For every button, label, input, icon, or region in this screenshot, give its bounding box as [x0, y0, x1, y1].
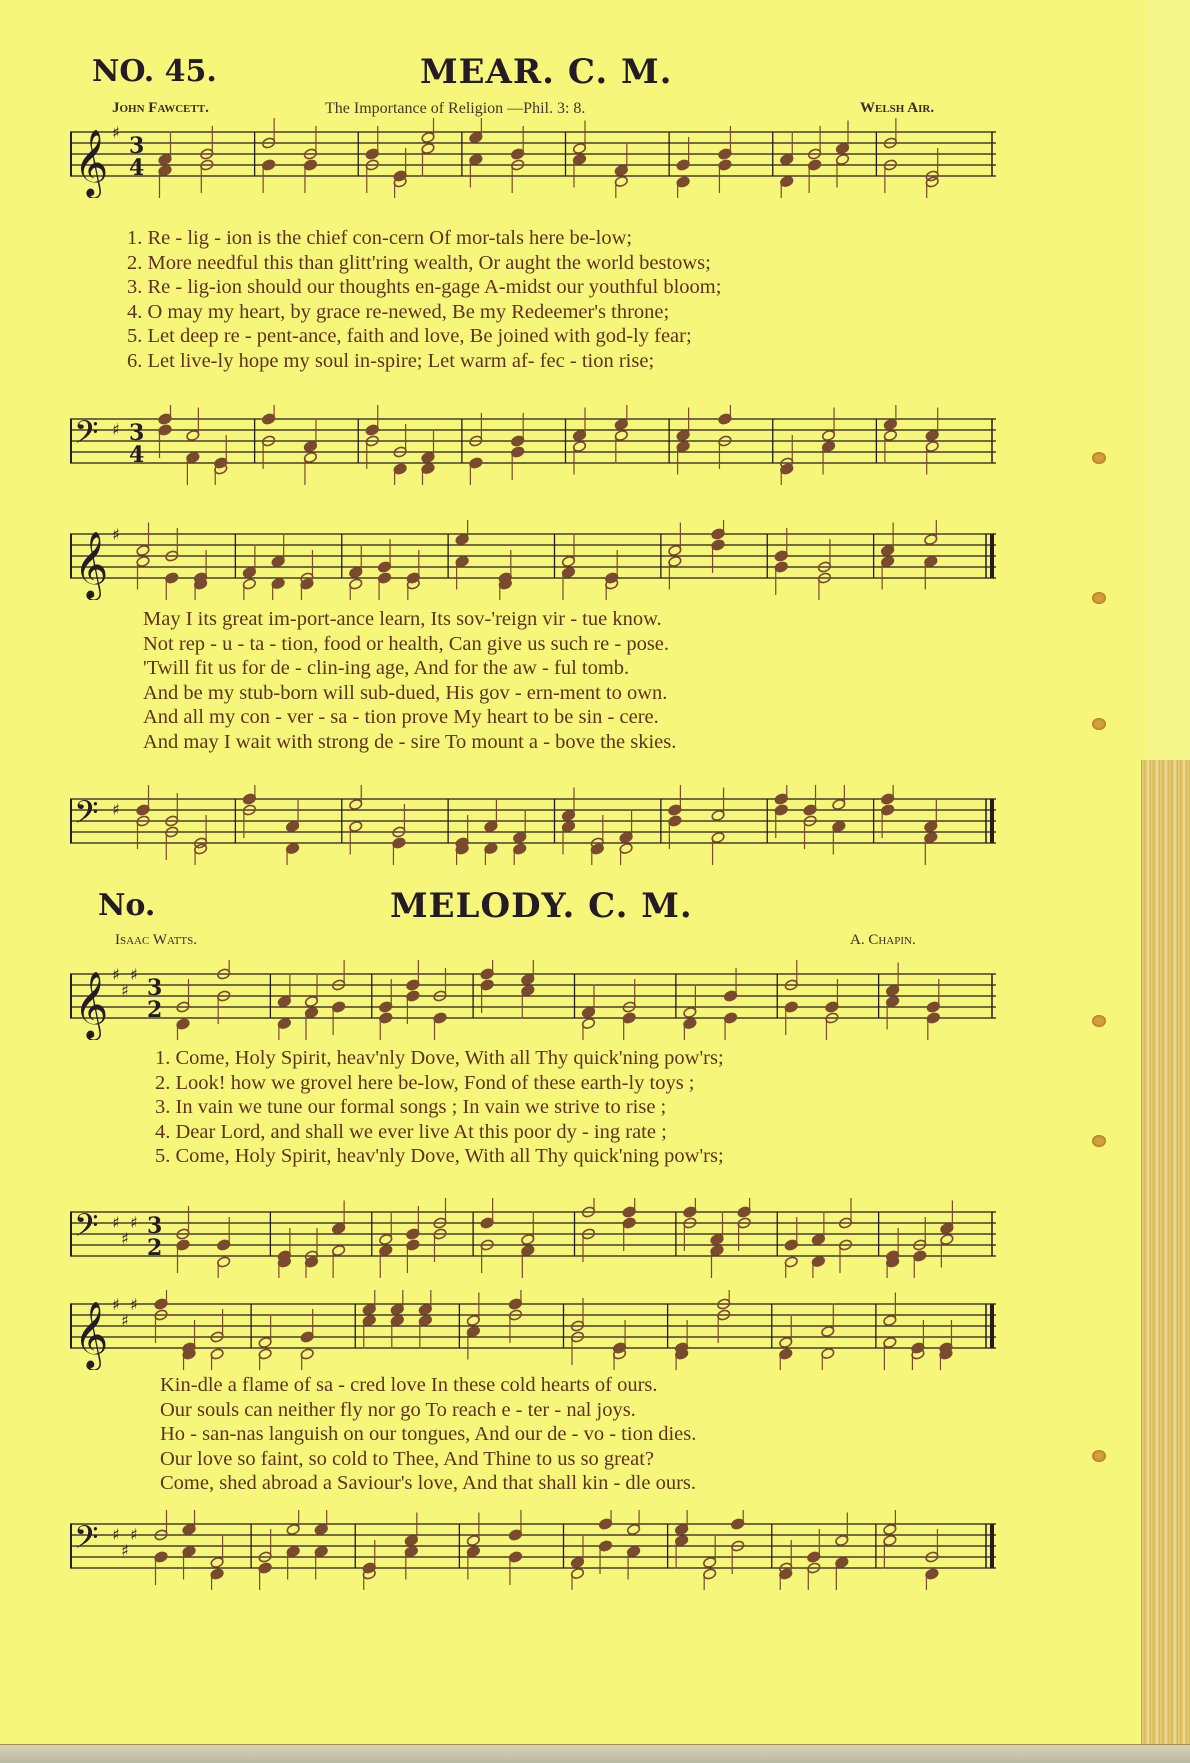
scripture-reference: The Importance of Religion —Phil. 3: 8.: [325, 100, 586, 117]
author-credit: Isaac Watts.: [115, 932, 198, 948]
binder-hole: [1092, 718, 1106, 730]
verse-line: Our love so faint, so cold to Thee, And Thine to us so great?: [160, 1447, 655, 1470]
sharp-icon: ♯: [112, 1213, 120, 1232]
composer-credit: A. Chapin.: [850, 932, 916, 948]
sharp-icon: ♯: [121, 1311, 129, 1330]
sharp-icon: ♯: [112, 800, 120, 819]
hymn-number: No.: [98, 888, 156, 923]
verse-line: 'Twill fit us for de - clin-ing age, And for the aw - ful tomb.: [143, 657, 630, 679]
time-signature: 3: [129, 133, 145, 159]
verse-line: 5. Let deep re - pent-ance, faith and love, Be joined with god-ly fear;: [127, 325, 692, 347]
verse-line: 6. Let live-ly hope my soul in-spire; Let warm af- fec - tion rise;: [127, 349, 655, 372]
bass-clef-icon: 𝄢: [74, 1207, 99, 1251]
bass-clef-icon: 𝄢: [74, 414, 99, 458]
hymn-title: MEAR. C. M.: [420, 52, 673, 92]
verse-line: 4. O may my heart, by grace re-newed, Be my Redeemer's throne;: [127, 300, 670, 323]
hymn-number: NO. 45.: [92, 54, 217, 89]
hymn-title: MELODY. C. M.: [390, 886, 693, 926]
binder-hole: [1092, 1015, 1106, 1027]
verse-line: Not rep - u - ta - tion, food or health, Can give us such re - pose.: [143, 632, 670, 655]
verse-line: 2. More needful this than glitt'ring wealth, Or aught the world bestows;: [127, 251, 711, 274]
verse-line: Ho - san-nas languish on our tongues, And our de - vo - tion dies.: [160, 1423, 697, 1445]
treble-clef-icon: 𝄞: [74, 1300, 109, 1368]
sharp-icon: ♯: [112, 1295, 120, 1314]
sharp-icon: ♯: [112, 1525, 120, 1544]
composer-credit: Welsh Air.: [860, 100, 935, 116]
scan-bottom-edge: [0, 1744, 1190, 1763]
time-signature: 4: [129, 442, 145, 468]
verse-line: 4. Dear Lord, and shall we ever live At this poor dy - ing rate ;: [155, 1120, 667, 1143]
sharp-icon: ♯: [130, 965, 138, 984]
sharp-icon: ♯: [130, 1213, 138, 1232]
author-credit: John Fawcett.: [112, 100, 209, 116]
sharp-icon: ♯: [112, 420, 120, 439]
bass-staff: [70, 785, 1000, 865]
bass-clef-icon: 𝄢: [74, 794, 99, 838]
sharp-icon: ♯: [112, 123, 120, 142]
sharp-icon: ♯: [121, 981, 129, 1000]
staff-lines: [70, 419, 996, 463]
staff-lines: [70, 1524, 996, 1568]
verse-block: [127, 226, 721, 373]
time-signature: 4: [129, 155, 145, 181]
sharp-icon: ♯: [130, 1295, 138, 1314]
verse-line: May I its great im-port-ance learn, Its sov-'reign vir - tue know.: [143, 608, 662, 630]
treble-staff: [70, 1290, 1000, 1370]
verse-line: Come, shed abroad a Saviour's love, And that shall kin - dle ours.: [160, 1472, 697, 1494]
verse-line: 1. Come, Holy Spirit, heav'nly Dove, With all Thy quick'ning pow'rs;: [155, 1047, 724, 1069]
verse-line: And may I wait with strong de - sire To mount a - bove the skies.: [143, 730, 677, 753]
verse-line: 5. Come, Holy Spirit, heav'nly Dove, With all Thy quick'ning pow'rs;: [155, 1145, 724, 1167]
time-signature: 3: [147, 975, 163, 1001]
treble-clef-icon: 𝄞: [74, 970, 109, 1038]
time-signature: 3: [147, 1213, 163, 1239]
verse-block: [143, 607, 676, 754]
treble-staff: [70, 960, 1000, 1040]
sharp-icon: ♯: [112, 525, 120, 544]
binder-hole: [1092, 592, 1106, 604]
binder-hole: [1092, 452, 1106, 464]
binder-hole: [1092, 1450, 1106, 1462]
staff-lines: [70, 799, 996, 843]
verse-line: 1. Re - lig - ion is the chief con-cern Of mor-tals here be-low;: [127, 227, 633, 249]
staff-lines: [70, 1304, 996, 1348]
bass-staff: [70, 1510, 1000, 1590]
bass-clef-icon: 𝄢: [74, 1519, 99, 1563]
wooden-background-edge: [1141, 760, 1190, 1760]
verse-block: [160, 1373, 696, 1496]
verse-line: And all my con - ver - sa - tion prove My heart to be sin - cere.: [143, 706, 659, 728]
bass-staff: [70, 405, 1000, 485]
staff-lines: [70, 534, 996, 578]
verse-line: Our souls can neither fly nor go To reach e - ter - nal joys.: [160, 1398, 636, 1421]
time-signature: 2: [147, 1235, 163, 1261]
treble-clef-icon: 𝄞: [74, 530, 109, 598]
treble-staff: [70, 520, 1000, 600]
binder-hole: [1092, 1135, 1106, 1147]
treble-clef-icon: 𝄞: [74, 128, 109, 196]
sharp-icon: ♯: [121, 1229, 129, 1248]
sharp-icon: ♯: [121, 1541, 129, 1560]
verse-line: 3. Re - lig-ion should our thoughts en-gage A-midst our youthful bloom;: [127, 276, 722, 298]
time-signature: 2: [147, 997, 163, 1023]
verse-line: And be my stub-born will sub-dued, His gov - ern-ment to own.: [143, 681, 668, 704]
treble-staff: [70, 118, 1000, 198]
verse-line: 3. In vain we tune our formal songs ; In vain we strive to rise ;: [155, 1096, 667, 1118]
verse-line: 2. Look! how we grovel here be-low, Fond of these earth-ly toys ;: [155, 1071, 695, 1094]
time-signature: 3: [129, 420, 145, 446]
sharp-icon: ♯: [112, 965, 120, 984]
verse-line: Kin-dle a flame of sa - cred love In these cold hearts of ours.: [160, 1374, 658, 1396]
bass-staff: [70, 1198, 1000, 1278]
verse-block: [155, 1046, 724, 1169]
sharp-icon: ♯: [130, 1525, 138, 1544]
